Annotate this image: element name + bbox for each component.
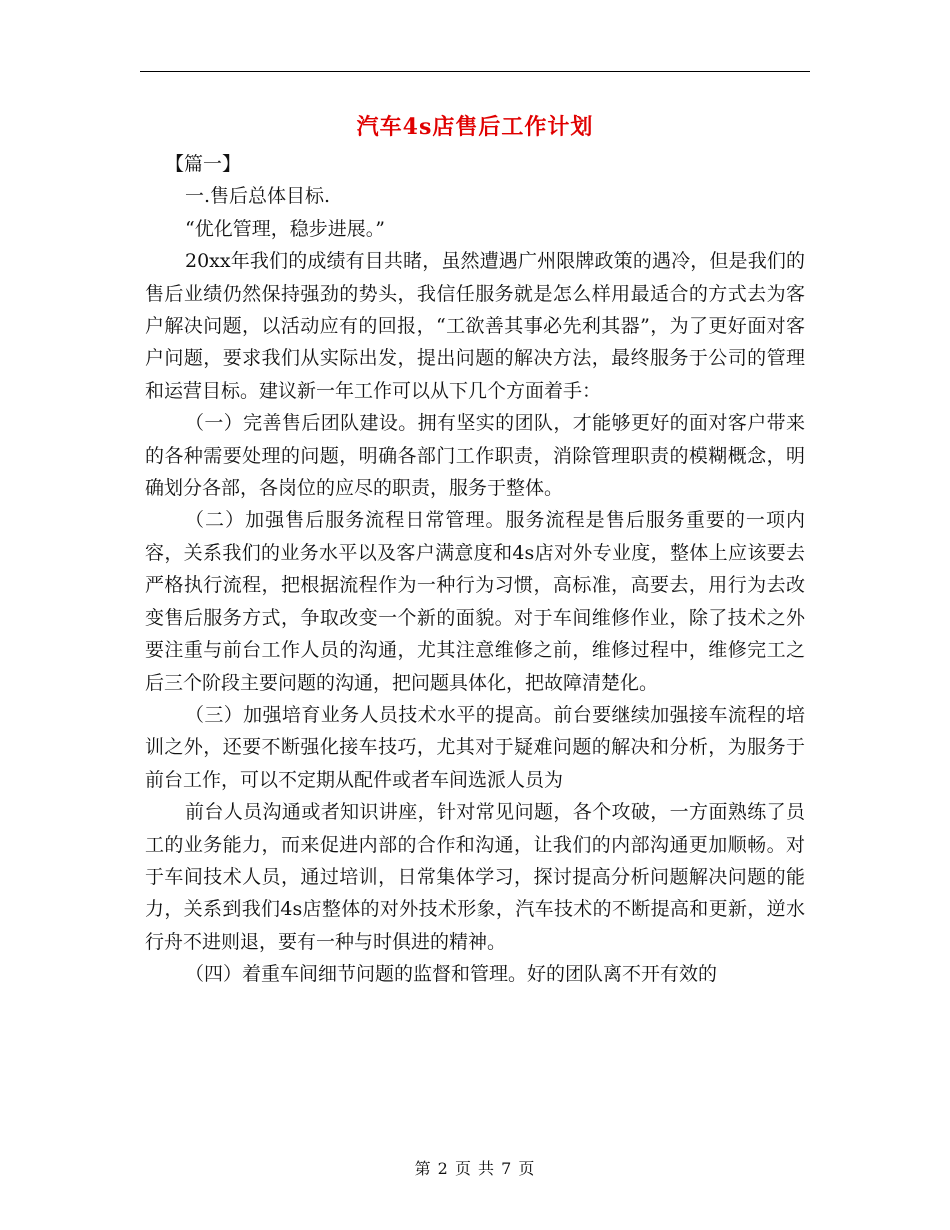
paragraph-item-4: （四）着重车间细节问题的监督和管理。好的团队离不开有效的 — [185, 963, 718, 986]
document-title: 汽车4s店售后工作计划 — [356, 114, 594, 140]
goal-slogan: “优化管理，稳步进展。” — [185, 217, 385, 240]
section-heading: 【篇一】 — [165, 153, 242, 175]
paragraph-item-3-continued: 前台人员沟通或者知识讲座，针对常见问题，各个攻破，一方面熟练了员工的业务能力，而来促进内部的合作和沟通，让我们的内部沟通更加顺畅。对于车间技术人员，通过培训，日常集体学习，探讨提高分析问题解决问题的能力，关系到我们4s店整体的对外技术形象，汽车技术的不断提高和更新，逆水行舟不进则退，要有一种与时俱进的精神。 — [145, 801, 805, 953]
paragraph-item-1: （一）完善售后团队建设。拥有坚实的团队，才能够更好的面对客户带来的各种需要处理的问题，明确各部门工作职责，消除管理职责的模糊概念，明确划分各部，各岗位的应尽的职责，服务于整体。 — [145, 412, 805, 500]
paragraph-item-3: （三）加强培育业务人员技术水平的提高。前台要继续加强接车流程的培训之外，还要不断强化接车技巧，尤其对于疑难问题的解决和分析，为服务于前台工作，可以不定期从配件或者车间选派人员为 — [145, 703, 805, 791]
page-number: 第 2 页 共 7 页 — [414, 1159, 536, 1178]
paragraph-intro: 20xx年我们的成绩有目共睹，虽然遭遇广州限牌政策的遇冷，但是我们的售后业绩仍然保持强劲的势头，我信任服务就是怎么样用最适合的方式去为客户解决问题，以活动应有的回报，“工欲善其事必先利其器”，为了更好面对客户问题，要求我们从实际出发，提出问题的解决方法，最终服务于公司的管理和运营目标。建议新一年工作可以从下几个方面着手： — [145, 250, 805, 402]
goal-heading: 一.售后总体目标. — [185, 185, 331, 208]
paragraph-item-2: （二）加强售后服务流程日常管理。服务流程是售后服务重要的一项内容，关系我们的业务水平以及客户满意度和4s店对外专业度，整体上应该要去严格执行流程，把根据流程作为一种行为习惯，高标准，高要去，用行为去改变售后服务方式，争取改变一个新的面貌。对于车间维修作业，除了技术之外要注重与前台工作人员的沟通，尤其注意维修之前，维修过程中，维修完工之后三个阶段主要问题的沟通，把问题具体化，把故障清楚化。 — [145, 509, 805, 694]
header-rule — [140, 71, 810, 72]
document-body — [145, 148, 805, 991]
